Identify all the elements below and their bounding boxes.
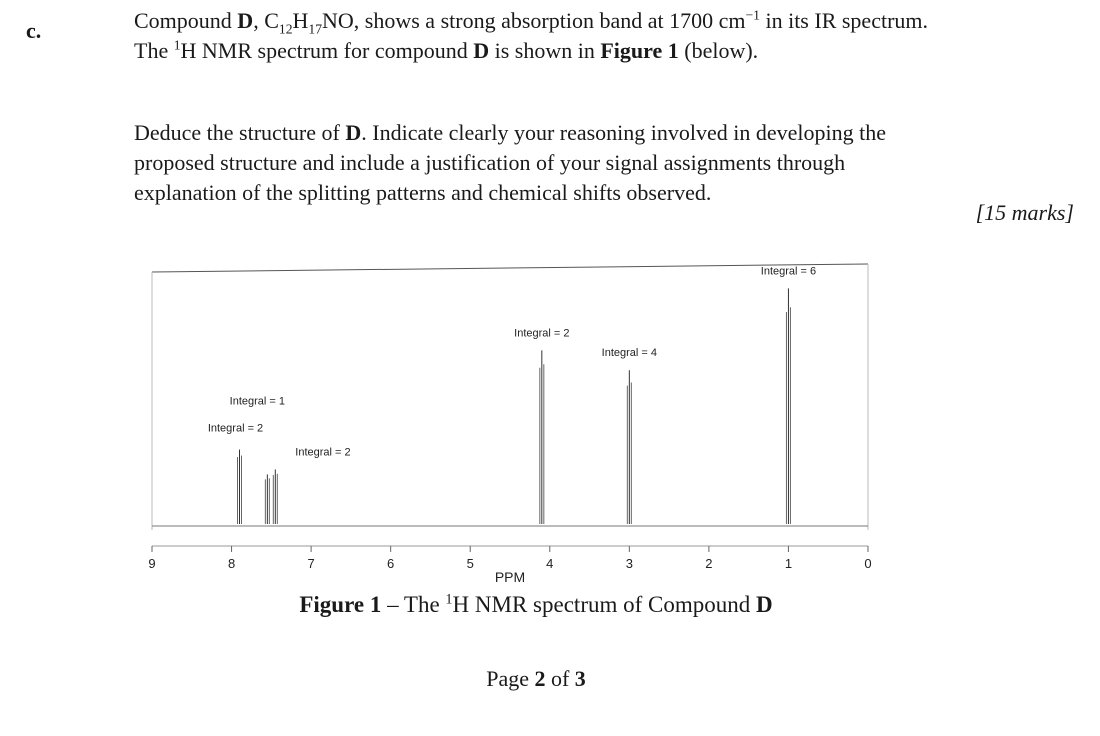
page-number: Page 2 of 3 [486, 666, 586, 691]
x-tick-label: 8 [227, 556, 236, 571]
x-tick-label: 3 [625, 556, 633, 571]
marks-label: [15 marks] [975, 200, 1074, 225]
x-tick-label: 9 [148, 556, 156, 571]
x-tick-label: 2 [705, 556, 713, 571]
peak-integral-label: Integral = 2 [295, 446, 351, 459]
x-tick-label: 4 [546, 556, 554, 571]
x-tick-label: 6 [387, 556, 395, 571]
task-paragraph: Deduce the structure of D. Indicate clearly your reasoning involved in developing the proposed structure and include a justification of your signal assignments through explanation of the splitting patterns and chemical shifts observed. [134, 120, 887, 205]
x-tick-label: 5 [466, 556, 474, 571]
question-label: c. [26, 18, 42, 43]
x-tick-label: 7 [307, 556, 315, 571]
nmr-spectrum-svg [140, 258, 880, 588]
x-tick-label: 0 [864, 556, 872, 571]
nmr-spectrum-chart [140, 258, 880, 588]
peak-integral-label: Integral = 1 [229, 395, 286, 408]
x-axis-label: PPM [494, 569, 526, 585]
figure-caption: Figure 1 – The $^1$H NMR spectrum of Compound D [299, 591, 773, 617]
peak-integral-label: Integral = 6 [760, 265, 817, 278]
peak-integral-label: Integral = 2 [514, 327, 570, 340]
peak-integral-label: Integral = 4 [601, 347, 658, 360]
peak-integral-label: Integral = 2 [207, 422, 264, 435]
x-tick-label: 1 [784, 556, 793, 571]
question-paragraph: Compound D, $C_{12}H_{17}NO$, shows a strong absorption band at 1700 $cm^{-1}$ in its IR spectrum. The $^1$H NMR spectrum for compound D is shown in Figure 1 (below). [134, 7, 929, 63]
